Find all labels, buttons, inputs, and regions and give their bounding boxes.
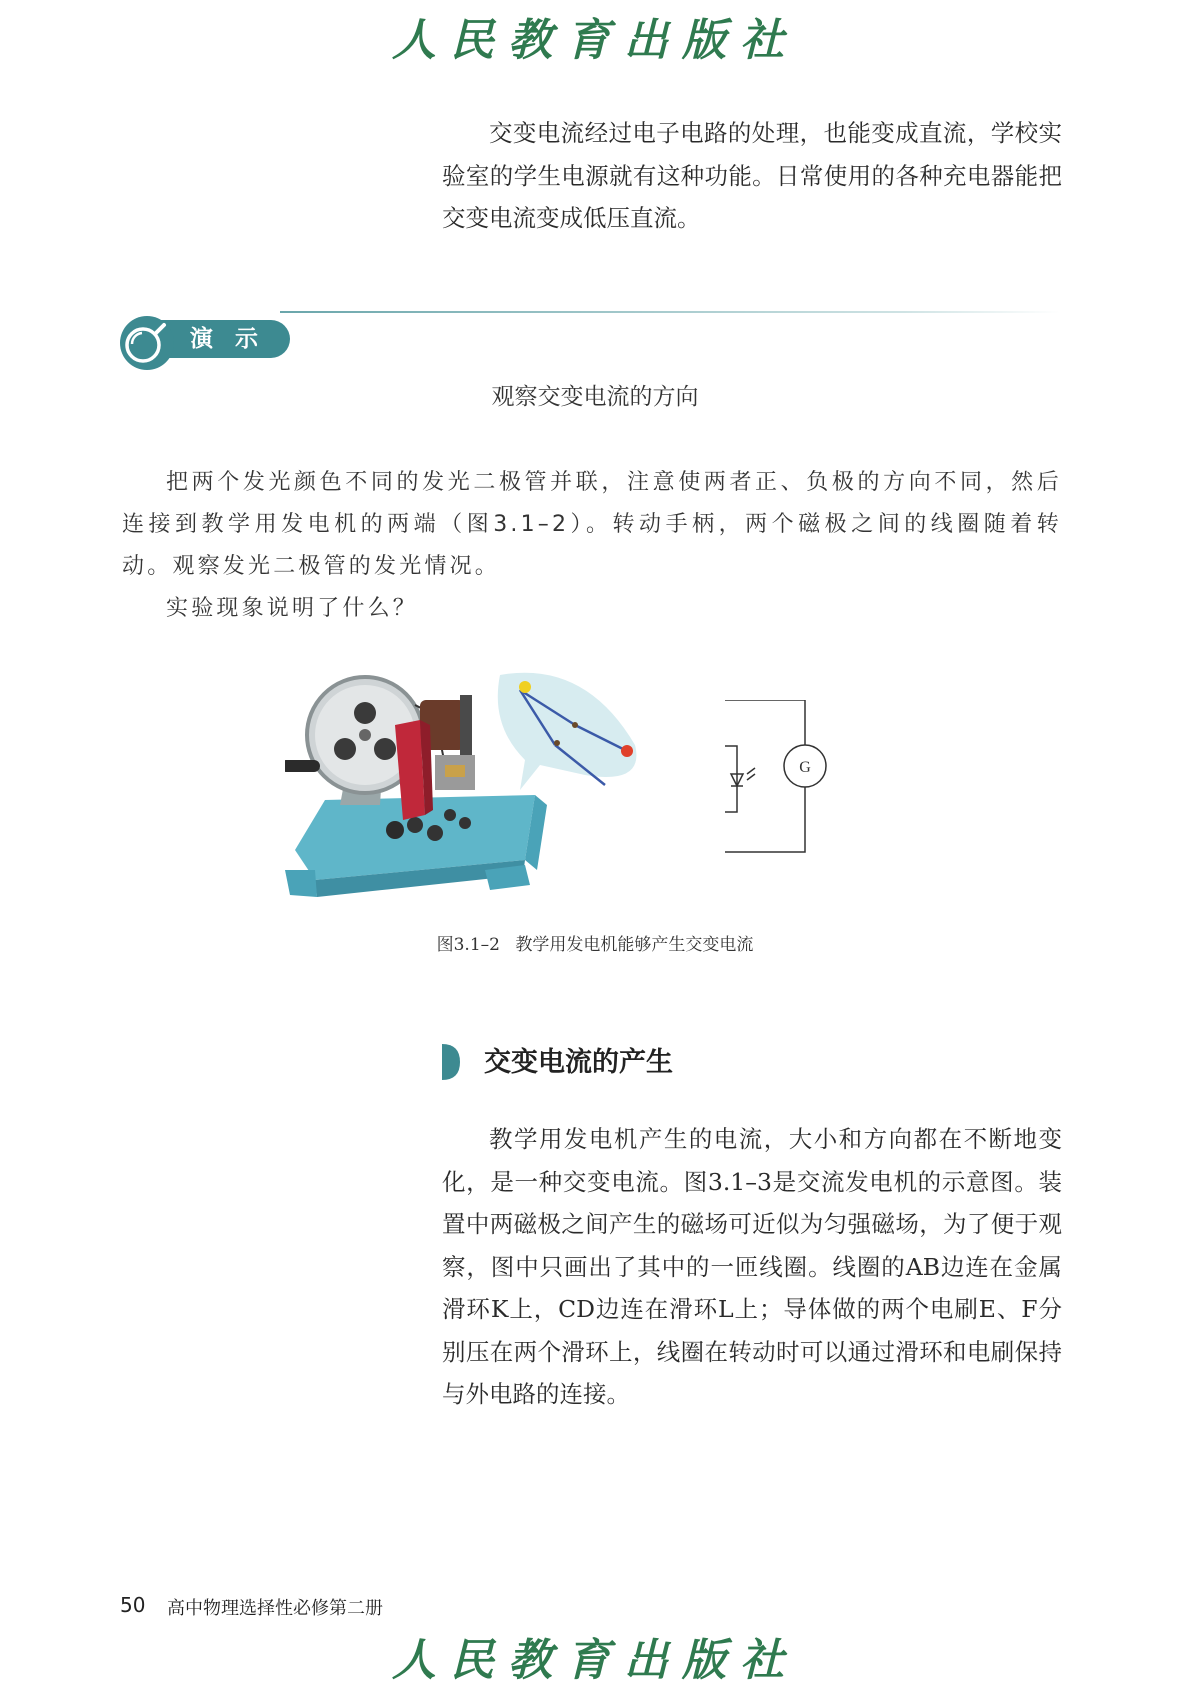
demo-title: 观察交变电流的方向 [491, 384, 699, 410]
footer-book-title: 高中物理选择性必修第二册 [167, 1598, 383, 1619]
demo-question: 实验现象说明了什么？ [166, 596, 419, 621]
page-number: 50 [120, 1593, 146, 1617]
publisher-logo-top: 人民教育出版社 [392, 15, 798, 66]
demo-paragraph: 把两个发光颜色不同的发光二极管并联，注意使两者正、负极的方向不同，然后连接到教学用发电机的两端（图3.1–2）。转动手柄，两个磁极之间的线圈随着转动。观察发光二极管的发光情况。 [122, 470, 1062, 579]
section-paragraph: 教学用发电机产生的电流，大小和方向都在不断地变化，是一种交变电流。图3.1–3是交流发电机的示意图。装置中两磁极之间产生的磁场可近似为匀强磁场，为了便于观察，图中只画出了其中的一匝线圈。线圈的AB边连在金属滑环K上，CD边连在滑环L上；导体做的两个电刷E、F分别压在两个滑环上，线圈在转动时可以通过滑环和电刷保持与外电路的连接。 [442, 1125, 1062, 1408]
galvanometer-label: G [799, 759, 811, 776]
generator-illustration [285, 665, 705, 915]
section-heading: 交变电流的产生 [484, 1047, 673, 1078]
demo-label: 演示 [190, 326, 280, 352]
circuit-diagram [725, 700, 895, 872]
publisher-logo-bottom: 人民教育出版社 [392, 1635, 798, 1686]
intro-paragraph: 交变电流经过电子电路的处理，也能变成直流，学校实验室的学生电源就有这种功能。日常使用的各种充电器能把交变电流变成低压直流。 [442, 119, 1062, 232]
section-marker-icon [442, 1044, 460, 1080]
figure-caption: 图3.1–2 教学用发电机能够产生交变电流 [436, 935, 754, 955]
magnifier-icon [118, 314, 176, 372]
demo-divider-line [280, 311, 1060, 313]
